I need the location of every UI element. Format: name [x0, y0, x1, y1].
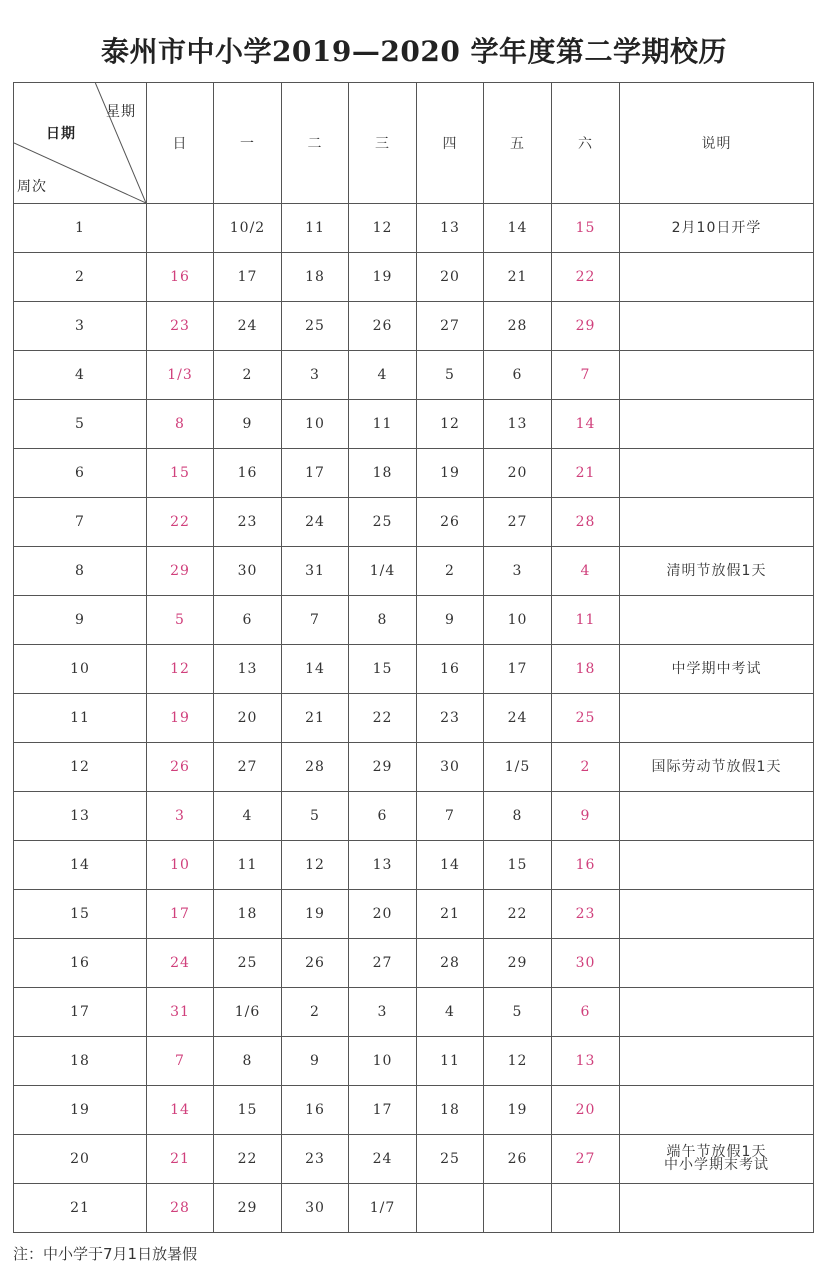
date-cell-sat: [552, 1184, 620, 1233]
date-cell-sat: 16: [552, 841, 620, 890]
date-cell-sat: 28: [552, 498, 620, 547]
date-cell-thu: 30: [417, 743, 484, 792]
date-cell-fri: 20: [484, 449, 552, 498]
date-cell-tue: 9: [282, 1037, 349, 1086]
date-cell-wed: 1/7: [349, 1184, 417, 1233]
date-cell-tue: 14: [282, 645, 349, 694]
date-cell-wed: 11: [349, 400, 417, 449]
date-cell-fri: 10: [484, 596, 552, 645]
week-row: [14, 351, 814, 400]
date-cell-wed: 3: [349, 988, 417, 1037]
date-cell-sun: 26: [147, 743, 214, 792]
date-cell-mon: 10/2: [214, 204, 282, 253]
date-cell-fri: 29: [484, 939, 552, 988]
date-cell-sat: 20: [552, 1086, 620, 1135]
date-cell-sun: 16: [147, 253, 214, 302]
date-cell-sat: 14: [552, 400, 620, 449]
week-number-cell: 13: [14, 792, 147, 841]
day-header-sun: 日: [147, 83, 214, 204]
week-number-cell: 10: [14, 645, 147, 694]
week-number-cell: 2: [14, 253, 147, 302]
date-cell-sun: 1/3: [147, 351, 214, 400]
date-cell-sun: 14: [147, 1086, 214, 1135]
note-cell: [620, 547, 814, 596]
weekday-axis-label: 星期: [106, 104, 136, 120]
day-header-sat: 六: [552, 83, 620, 204]
date-cell-thu: 19: [417, 449, 484, 498]
date-cell-mon: 1/6: [214, 988, 282, 1037]
date-cell-tue: 10: [282, 400, 349, 449]
date-cell-thu: 5: [417, 351, 484, 400]
date-cell-tue: 2: [282, 988, 349, 1037]
note-cell: [620, 841, 814, 890]
week-row: [14, 204, 814, 253]
date-cell-tue: 26: [282, 939, 349, 988]
week-number-cell: 14: [14, 841, 147, 890]
header-row: [14, 83, 814, 204]
note-cell: [620, 302, 814, 351]
date-cell-sat: 9: [552, 792, 620, 841]
date-cell-sun: 24: [147, 939, 214, 988]
date-cell-thu: 2: [417, 547, 484, 596]
week-row: [14, 841, 814, 890]
week-row: [14, 1086, 814, 1135]
date-cell-wed: 1/4: [349, 547, 417, 596]
day-header-tue: 二: [282, 83, 349, 204]
calendar-body: [14, 204, 814, 1233]
date-cell-tue: 12: [282, 841, 349, 890]
note-cell: [620, 792, 814, 841]
note-cell: [620, 449, 814, 498]
date-cell-fri: 26: [484, 1135, 552, 1184]
date-cell-fri: 12: [484, 1037, 552, 1086]
footer-note: 注：中小学于7月1日放暑假: [13, 1245, 198, 1263]
date-cell-mon: 27: [214, 743, 282, 792]
date-cell-thu: 13: [417, 204, 484, 253]
note-cell: [620, 988, 814, 1037]
date-cell-fri: [484, 1184, 552, 1233]
note-cell: [620, 694, 814, 743]
date-cell-thu: 28: [417, 939, 484, 988]
date-cell-sun: 8: [147, 400, 214, 449]
week-number-cell: 15: [14, 890, 147, 939]
date-cell-fri: 15: [484, 841, 552, 890]
week-number-cell: 1: [14, 204, 147, 253]
date-cell-sun: 12: [147, 645, 214, 694]
date-cell-tue: 31: [282, 547, 349, 596]
week-number-cell: 17: [14, 988, 147, 1037]
date-cell-tue: 25: [282, 302, 349, 351]
corner-header-cell: [14, 83, 147, 204]
week-row: [14, 302, 814, 351]
date-cell-sun: [147, 204, 214, 253]
date-cell-tue: 30: [282, 1184, 349, 1233]
date-cell-fri: 8: [484, 792, 552, 841]
date-cell-mon: 29: [214, 1184, 282, 1233]
date-cell-sat: 22: [552, 253, 620, 302]
date-cell-sat: 7: [552, 351, 620, 400]
note-cell: [620, 400, 814, 449]
note-cell: [620, 596, 814, 645]
date-cell-wed: 8: [349, 596, 417, 645]
date-cell-wed: 13: [349, 841, 417, 890]
day-header-mon: 一: [214, 83, 282, 204]
note-cell: [620, 890, 814, 939]
date-cell-sun: 7: [147, 1037, 214, 1086]
date-cell-wed: 19: [349, 253, 417, 302]
date-cell-thu: 11: [417, 1037, 484, 1086]
date-cell-tue: 18: [282, 253, 349, 302]
date-cell-mon: 11: [214, 841, 282, 890]
date-cell-fri: 17: [484, 645, 552, 694]
note-text: 中学期中考试: [671, 660, 762, 677]
date-cell-tue: 3: [282, 351, 349, 400]
date-cell-mon: 13: [214, 645, 282, 694]
date-cell-sat: 23: [552, 890, 620, 939]
date-cell-sat: 25: [552, 694, 620, 743]
date-cell-mon: 16: [214, 449, 282, 498]
date-cell-thu: 21: [417, 890, 484, 939]
date-cell-fri: 1/5: [484, 743, 552, 792]
date-cell-wed: 25: [349, 498, 417, 547]
week-number-cell: 5: [14, 400, 147, 449]
date-cell-wed: 15: [349, 645, 417, 694]
week-number-cell: 19: [14, 1086, 147, 1135]
date-cell-sun: 17: [147, 890, 214, 939]
date-cell-fri: 24: [484, 694, 552, 743]
date-cell-wed: 10: [349, 1037, 417, 1086]
date-cell-thu: 23: [417, 694, 484, 743]
date-cell-mon: 18: [214, 890, 282, 939]
date-cell-tue: 17: [282, 449, 349, 498]
date-cell-sun: 31: [147, 988, 214, 1037]
note-cell: [620, 1184, 814, 1233]
date-cell-fri: 22: [484, 890, 552, 939]
date-cell-thu: 27: [417, 302, 484, 351]
date-cell-fri: 27: [484, 498, 552, 547]
date-cell-wed: 26: [349, 302, 417, 351]
date-cell-sun: 22: [147, 498, 214, 547]
note-text: 中小学期末考试: [664, 1157, 769, 1173]
date-cell-thu: 25: [417, 1135, 484, 1184]
date-cell-wed: 24: [349, 1135, 417, 1184]
week-number-cell: 21: [14, 1184, 147, 1233]
date-cell-fri: 6: [484, 351, 552, 400]
date-cell-mon: 24: [214, 302, 282, 351]
date-cell-sun: 29: [147, 547, 214, 596]
date-cell-tue: 28: [282, 743, 349, 792]
date-cell-wed: 27: [349, 939, 417, 988]
date-cell-sun: 10: [147, 841, 214, 890]
date-cell-fri: 21: [484, 253, 552, 302]
week-row: [14, 449, 814, 498]
date-cell-tue: 19: [282, 890, 349, 939]
date-cell-thu: [417, 1184, 484, 1233]
date-cell-mon: 22: [214, 1135, 282, 1184]
week-number-cell: 4: [14, 351, 147, 400]
date-axis-label: 日期: [46, 126, 76, 142]
week-row: [14, 1135, 814, 1184]
week-number-cell: 6: [14, 449, 147, 498]
date-cell-wed: 22: [349, 694, 417, 743]
day-header-wed: 三: [349, 83, 417, 204]
date-cell-wed: 6: [349, 792, 417, 841]
date-cell-thu: 4: [417, 988, 484, 1037]
date-cell-thu: 16: [417, 645, 484, 694]
week-row: [14, 988, 814, 1037]
note-cell: [620, 1135, 814, 1184]
date-cell-tue: 21: [282, 694, 349, 743]
week-number-cell: 8: [14, 547, 147, 596]
week-row: [14, 547, 814, 596]
week-row: [14, 498, 814, 547]
note-cell: [620, 939, 814, 988]
date-cell-tue: 16: [282, 1086, 349, 1135]
date-cell-wed: 17: [349, 1086, 417, 1135]
week-row: [14, 890, 814, 939]
week-row: [14, 939, 814, 988]
day-header-fri: 五: [484, 83, 552, 204]
note-text: 国际劳动节放假1天: [651, 758, 782, 775]
date-cell-wed: 18: [349, 449, 417, 498]
note-text: 2月10日开学: [671, 219, 762, 236]
note-text: 清明节放假1天: [666, 562, 767, 579]
date-cell-sat: 15: [552, 204, 620, 253]
date-cell-sun: 21: [147, 1135, 214, 1184]
date-cell-sun: 15: [147, 449, 214, 498]
week-number-cell: 20: [14, 1135, 147, 1184]
page-title: 泰州市中小学2019—2020 学年度第二学期校历: [100, 35, 728, 68]
date-cell-thu: 20: [417, 253, 484, 302]
week-row: [14, 792, 814, 841]
day-header-thu: 四: [417, 83, 484, 204]
date-cell-sat: 6: [552, 988, 620, 1037]
date-cell-fri: 14: [484, 204, 552, 253]
date-cell-tue: 5: [282, 792, 349, 841]
date-cell-thu: 26: [417, 498, 484, 547]
note-cell: [620, 1086, 814, 1135]
week-row: [14, 400, 814, 449]
note-cell: [620, 498, 814, 547]
date-cell-thu: 18: [417, 1086, 484, 1135]
week-number-cell: 3: [14, 302, 147, 351]
date-cell-tue: 24: [282, 498, 349, 547]
date-cell-fri: 28: [484, 302, 552, 351]
week-row: [14, 645, 814, 694]
date-cell-tue: 11: [282, 204, 349, 253]
week-row: [14, 596, 814, 645]
date-cell-mon: 6: [214, 596, 282, 645]
date-cell-fri: 5: [484, 988, 552, 1037]
date-cell-thu: 12: [417, 400, 484, 449]
week-number-cell: 7: [14, 498, 147, 547]
date-cell-wed: 4: [349, 351, 417, 400]
note-cell: [620, 204, 814, 253]
date-cell-thu: 9: [417, 596, 484, 645]
date-cell-sat: 30: [552, 939, 620, 988]
date-cell-sat: 29: [552, 302, 620, 351]
date-cell-thu: 7: [417, 792, 484, 841]
date-cell-fri: 19: [484, 1086, 552, 1135]
note-text: 端午节放假1天: [666, 1144, 767, 1160]
date-cell-fri: 3: [484, 547, 552, 596]
note-cell: [620, 645, 814, 694]
date-cell-sat: 21: [552, 449, 620, 498]
week-row: [14, 694, 814, 743]
school-calendar-table: [13, 82, 814, 1233]
date-cell-sun: 5: [147, 596, 214, 645]
week-row: [14, 253, 814, 302]
date-cell-sun: 28: [147, 1184, 214, 1233]
date-cell-mon: 2: [214, 351, 282, 400]
date-cell-sat: 2: [552, 743, 620, 792]
date-cell-sun: 23: [147, 302, 214, 351]
date-cell-mon: 8: [214, 1037, 282, 1086]
note-cell: [620, 351, 814, 400]
date-cell-mon: 4: [214, 792, 282, 841]
week-axis-label: 周次: [17, 179, 47, 195]
date-cell-sat: 13: [552, 1037, 620, 1086]
week-row: [14, 1184, 814, 1233]
date-cell-wed: 29: [349, 743, 417, 792]
date-cell-tue: 7: [282, 596, 349, 645]
week-number-cell: 11: [14, 694, 147, 743]
date-cell-sun: 19: [147, 694, 214, 743]
date-cell-sun: 3: [147, 792, 214, 841]
date-cell-fri: 13: [484, 400, 552, 449]
date-cell-tue: 23: [282, 1135, 349, 1184]
date-cell-mon: 17: [214, 253, 282, 302]
week-number-cell: 16: [14, 939, 147, 988]
date-cell-sat: 27: [552, 1135, 620, 1184]
week-number-cell: 12: [14, 743, 147, 792]
date-cell-mon: 15: [214, 1086, 282, 1135]
date-cell-mon: 23: [214, 498, 282, 547]
date-cell-mon: 20: [214, 694, 282, 743]
date-cell-mon: 25: [214, 939, 282, 988]
week-row: [14, 743, 814, 792]
date-cell-sat: 18: [552, 645, 620, 694]
date-cell-sat: 4: [552, 547, 620, 596]
week-number-cell: 9: [14, 596, 147, 645]
date-cell-mon: 30: [214, 547, 282, 596]
date-cell-mon: 9: [214, 400, 282, 449]
week-number-cell: 18: [14, 1037, 147, 1086]
date-cell-wed: 20: [349, 890, 417, 939]
note-header: 说明: [620, 83, 814, 204]
date-cell-sat: 11: [552, 596, 620, 645]
note-cell: [620, 743, 814, 792]
week-row: [14, 1037, 814, 1086]
date-cell-thu: 14: [417, 841, 484, 890]
note-cell: [620, 253, 814, 302]
date-cell-wed: 12: [349, 204, 417, 253]
note-cell: [620, 1037, 814, 1086]
